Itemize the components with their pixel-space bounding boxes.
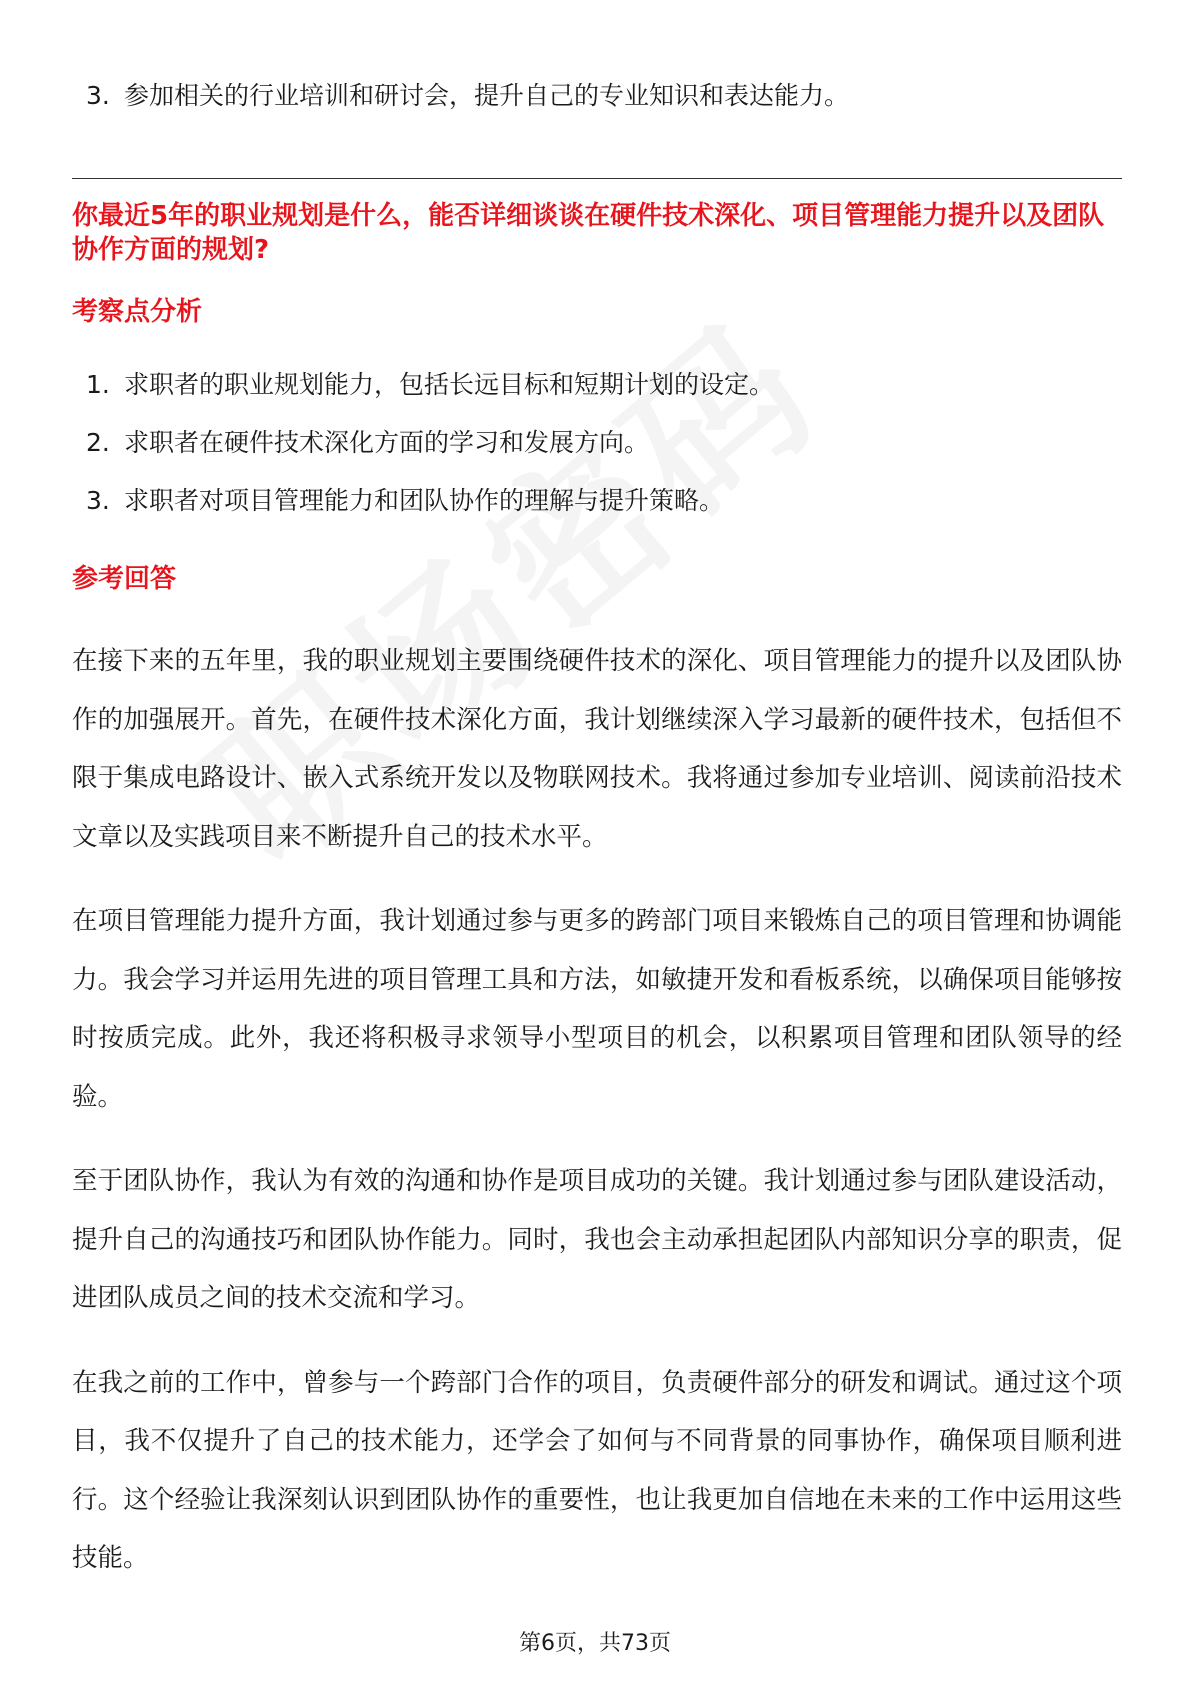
question-heading: 你最近5年的职业规划是什么，能否详细谈谈在硬件技术深化、项目管理能力提升以及团队协作方面的规划? xyxy=(72,201,1105,265)
answer-paragraph: 在接下来的五年里，我的职业规划主要围绕硬件技术的深化、项目管理能力的提升以及团队协作的加强展开。首先，在硬件技术深化方面，我计划继续深入学习最新的硬件技术，包括但不限于集成电路设计、嵌入式系统开发以及物联网技术。我将通过参加专业培训、阅读前沿技术文章以及实践项目来不断提升自己的技术水平。 xyxy=(72,646,1122,852)
list-number: 2. xyxy=(86,428,110,457)
list-text: 求职者的职业规划能力，包括长远目标和短期计划的设定。 xyxy=(124,370,775,399)
section-divider xyxy=(72,178,1122,179)
answer-paragraph: 至于团队协作，我认为有效的沟通和协作是项目成功的关键。我计划通过参与团队建设活动，提升自己的沟通技巧和团队协作能力。同时，我也会主动承担起团队内部知识分享的职责，促进团队成员之间的技术交流和学习。 xyxy=(72,1166,1122,1313)
answer-paragraph: 在项目管理能力提升方面，我计划通过参与更多的跨部门项目来锻炼自己的项目管理和协调能力。我会学习并运用先进的项目管理工具和方法，如敏捷开发和看板系统，以确保项目能够按时按质完成。此外，我还将积极寻求领导小型项目的机会，以积累项目管理和团队领导的经验。 xyxy=(72,906,1122,1112)
list-text: 参加相关的行业培训和研讨会，提升自己的专业知识和表达能力。 xyxy=(124,81,850,110)
analysis-title: 考察点分析 xyxy=(72,297,203,327)
answer-paragraph: 在我之前的工作中，曾参与一个跨部门合作的项目，负责硬件部分的研发和调试。通过这个项目，我不仅提升了自己的技术能力，还学会了如何与不同背景的同事协作，确保项目顺利进行。这个经验让我深刻认识到团队协作的重要性，也让我更加自信地在未来的工作中运用这些技能。 xyxy=(72,1367,1122,1573)
list-text: 求职者在硬件技术深化方面的学习和发展方向。 xyxy=(124,428,650,457)
list-item xyxy=(72,79,849,113)
list-item xyxy=(72,484,774,518)
answer-title: 参考回答 xyxy=(72,564,177,594)
analysis-list xyxy=(72,368,774,542)
answer-body xyxy=(72,632,1122,1614)
list-text: 求职者对项目管理能力和团队协作的理解与提升策略。 xyxy=(124,486,725,515)
list-item xyxy=(72,368,774,402)
previous-list xyxy=(72,79,849,113)
list-number: 1. xyxy=(86,370,110,399)
page-number: 第6页，共73页 xyxy=(519,1631,671,1656)
list-number: 3. xyxy=(86,486,110,515)
list-item xyxy=(72,426,774,460)
list-number: 3. xyxy=(86,81,110,110)
